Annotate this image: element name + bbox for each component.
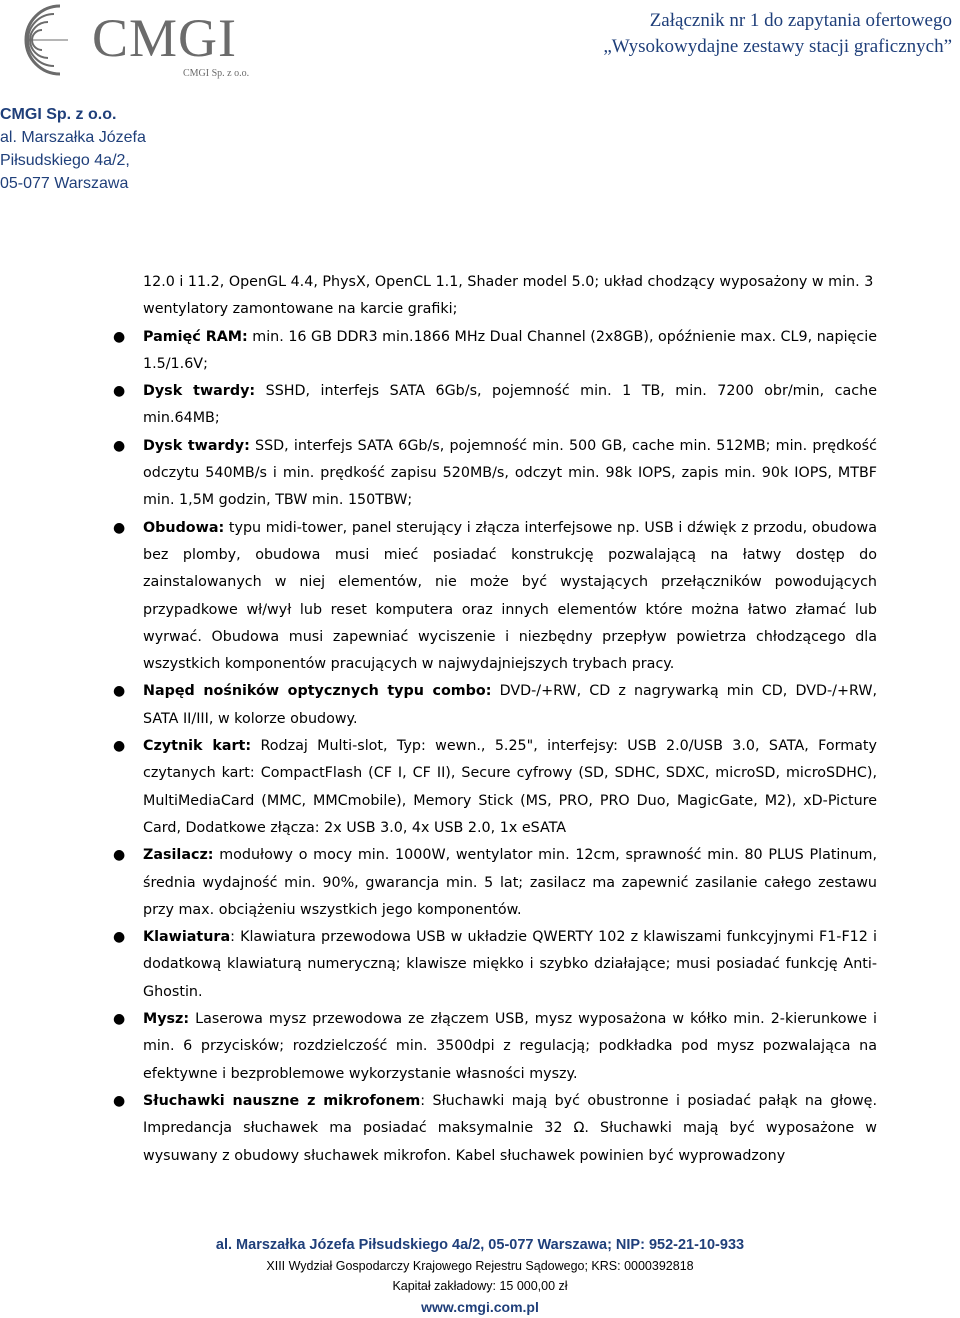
company-name: CMGI Sp. z o.o. bbox=[0, 106, 117, 123]
spec-text: SSHD, interfejs SATA 6Gb/s, pojemność min. 1 TB, min. 7200 obr/min, cache min.64MB; bbox=[143, 383, 877, 427]
bullet-icon: ● bbox=[113, 383, 126, 400]
company-street-1: al. Marszałka Józefa bbox=[0, 129, 146, 146]
spec-item-case bbox=[113, 515, 877, 679]
attachment-header bbox=[603, 8, 952, 60]
spec-label: Obudowa: bbox=[143, 519, 225, 536]
spec-label: Mysz: bbox=[143, 1011, 190, 1028]
bullet-icon: ● bbox=[113, 847, 126, 864]
spec-label: Pamięć RAM: bbox=[143, 328, 248, 345]
attachment-title: Załącznik nr 1 do zapytania ofertowego bbox=[649, 10, 952, 31]
spec-item-psu bbox=[113, 842, 877, 924]
spec-label: Zasilacz: bbox=[143, 847, 214, 864]
company-street-2: Piłsudskiego 4a/2, bbox=[0, 152, 130, 169]
bullet-icon: ● bbox=[113, 1011, 126, 1028]
spec-item-card-reader bbox=[113, 733, 878, 842]
bullet-icon: ● bbox=[113, 519, 126, 536]
spec-label: Słuchawki nauszne z mikrofonem bbox=[143, 1092, 421, 1109]
footer-registry: XIII Wydział Gospodarczy Krajowego Rejestru Sądowego; KRS: 0000392818 bbox=[266, 1259, 694, 1273]
spec-item-sshd bbox=[113, 378, 877, 433]
spec-text: Laserowa mysz przewodowa ze złączem USB, mysz wyposażona w kółko min. 2-kierunkowe i min. 6 przycisków; rozdzielczość min. 3500dpi z regulacją; podkładka pod mysz pozwalająca na efektywne i bezproblemowe wykorzystanie własności myszy. bbox=[143, 1011, 877, 1082]
bullet-icon: ● bbox=[113, 328, 126, 345]
spec-label: Dysk twardy: bbox=[143, 437, 250, 454]
spec-item-ssd bbox=[113, 433, 877, 515]
logo-subtext: CMGI Sp. z o.o. bbox=[183, 68, 250, 79]
spec-text: typu midi-tower, panel sterujący i złącza interfejsowe np. USB i dźwięk z przodu, obudowa bez plomby, obudowa musi mieć posiadać konstrukcję pozwalającą na łatwy dostęp do zainstalowanych w niej elementów, nie może być wystających przełączników powodujących przypadkowe wł/wył lub reset komputera oraz innych elementów które można łatwo złamać lub wyrwać. Obudowa musi zapewniać wyciszenie i niezbędny przepływ powietrza chłodzącego dla wszystkich komponentów pracujących w najwydajniejszych trybach pracy. bbox=[143, 519, 877, 673]
spec-item-ram bbox=[113, 324, 877, 379]
spec-label: Napęd nośników optycznych typu combo: bbox=[143, 683, 492, 700]
footer-website-link[interactable]: www.cmgi.com.pl bbox=[421, 1299, 539, 1315]
spec-text: DVD-/+RW, CD z nagrywarką min CD, DVD-/+RW, SATA II/III, w kolorze obudowy. bbox=[143, 683, 877, 727]
bullet-icon: ● bbox=[113, 437, 126, 454]
bullet-icon: ● bbox=[113, 929, 126, 946]
spec-list bbox=[113, 324, 878, 1170]
company-logo bbox=[8, 0, 258, 82]
bullet-icon: ● bbox=[113, 683, 126, 700]
intro-paragraph: 12.0 i 11.2, OpenGL 4.4, PhysX, OpenCL 1.1, Shader model 5.0; układ chodzący wyposażony w min. 3 wentylatory zamontowane na karcie grafiki; bbox=[143, 274, 874, 318]
spec-item-keyboard bbox=[113, 924, 877, 1006]
company-address bbox=[0, 103, 146, 195]
spec-text: : Klawiatura przewodowa USB w układzie QWERTY 102 z klawiszami funkcyjnymi F1-F12 i dodatkową klawiaturą numeryczną; klawisze miękko i szybko działające; musi posiadać funkcję Anti-Ghostin. bbox=[143, 929, 877, 1000]
spec-text: : Słuchawki mają być obustronne i posiadać pałąk na głowę. Impredancja słuchawek ma posiadać maksymalnie 32 Ω. Słuchawki mają być wyposażone w wysuwany z obudowy słuchawek mikrofon. Kabel słuchawek powinien być wyprowadzony bbox=[143, 1092, 878, 1164]
spec-item-optical-drive bbox=[113, 678, 877, 733]
spec-text: modułowy o mocy min. 1000W, wentylator min. 12cm, sprawność min. 80 PLUS Platinum, średnia wydajność min. 90%, gwarancja min. 5 lat; zasilacz ma zapewnić zasilanie całego zestawu przy max. obciążeniu wszystkich jego komponentów. bbox=[143, 847, 877, 918]
spec-text: Rodzaj Multi-slot, Typ: wewn., 5.25", interfejsy: USB 2.0/USB 3.0, SATA, Formaty czytanych kart: CompactFlash (CF I, CF II), Secure cyfrowy (SD, SDHC, SDXC, microSD, microSDHC), MultiMediaCard (MMC, MMCmobile), Memory Stick (MS, PRO, PRO Duo, MagicGate, M2), xD-Picture Card, Dodatkowe złącza: 2x USB 3.0, 4x USB 2.0, 1x eSATA bbox=[143, 738, 878, 836]
spec-label: Dysk twardy: bbox=[143, 383, 256, 400]
bullet-icon: ● bbox=[113, 1092, 126, 1109]
logo-text: CMGI bbox=[92, 8, 238, 68]
page-footer bbox=[0, 1234, 960, 1318]
footer-address: al. Marszałka Józefa Piłsudskiego 4a/2, 05-077 Warszawa; NIP: 952-21-10-933 bbox=[215, 1237, 745, 1253]
spec-label: Klawiatura bbox=[143, 929, 231, 946]
attachment-subtitle: „Wysokowydajne zestawy stacji graficznych” bbox=[603, 36, 952, 57]
spec-item-mouse bbox=[113, 1006, 877, 1088]
spec-text: SSD, interfejs SATA 6Gb/s, pojemność min. 500 GB, cache min. 512MB; min. prędkość odczytu 540MB/s i min. prędkość zapisu 520MB/s, odczyt min. 98k IOPS, zapis min. 90k IOPS, MTBF min. 1,5M godzin, TBW min. 150TBW; bbox=[143, 437, 877, 509]
spec-text: min. 16 GB DDR3 min.1866 MHz Dual Channel (2x8GB), opóźnienie max. CL9, napięcie 1.5/1.6V; bbox=[143, 328, 877, 372]
footer-capital: Kapitał zakładowy: 15 000,00 zł bbox=[392, 1279, 568, 1293]
company-city: 05-077 Warszawa bbox=[0, 175, 129, 192]
spec-label: Czytnik kart: bbox=[143, 738, 252, 755]
bullet-icon: ● bbox=[113, 738, 126, 755]
specification-body bbox=[113, 269, 878, 1170]
spec-item-headphones bbox=[113, 1088, 878, 1170]
